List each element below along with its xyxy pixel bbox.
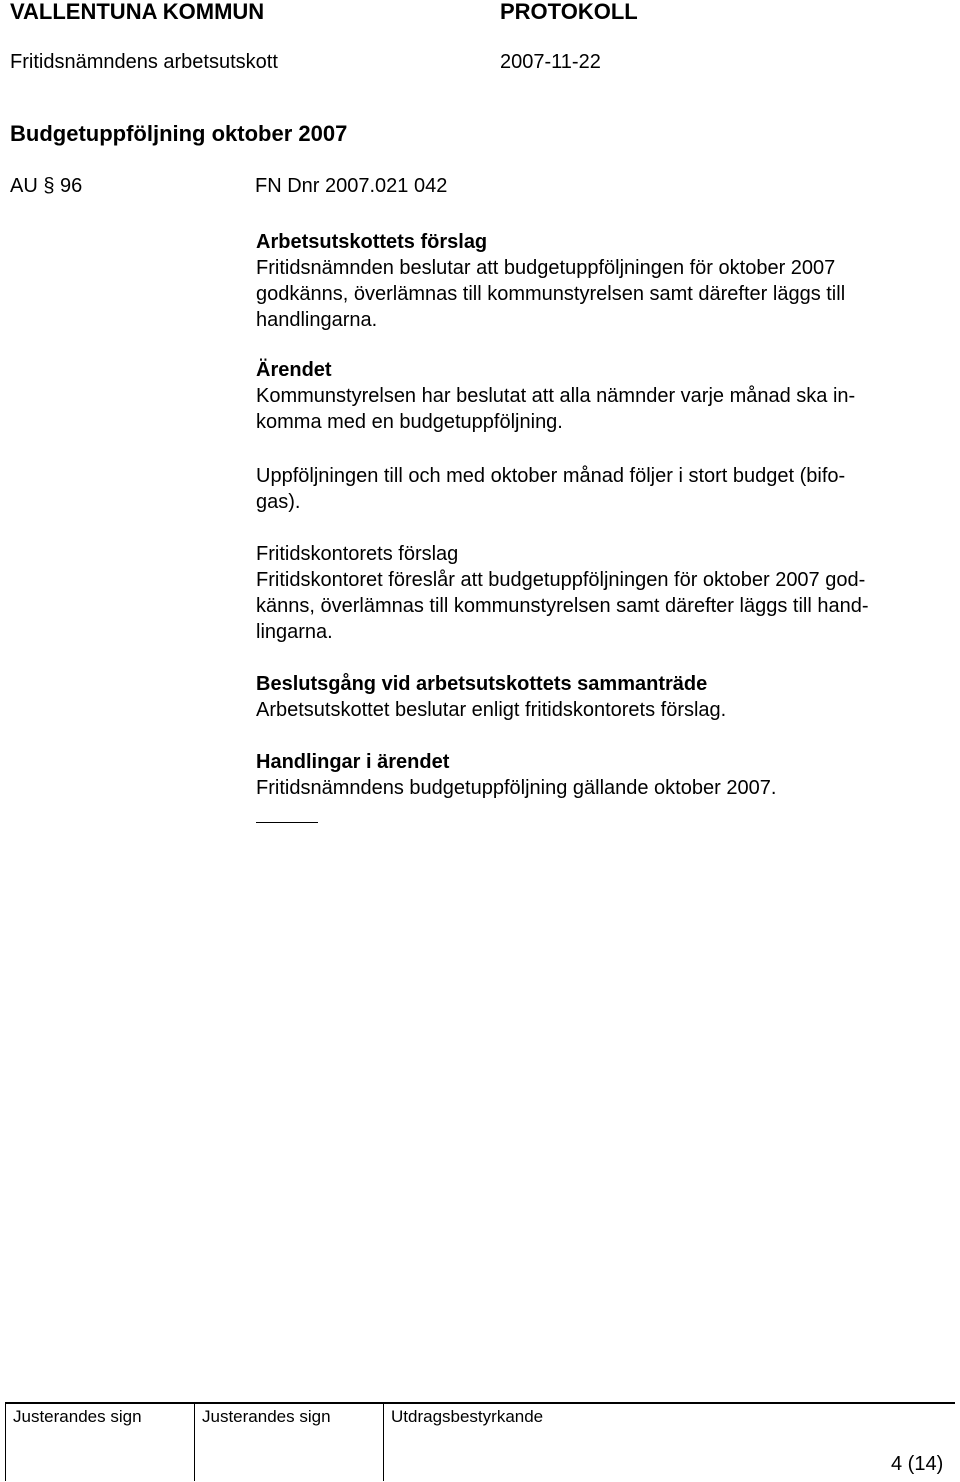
committee-name: Fritidsnämndens arbetsutskott: [10, 51, 278, 73]
proposal-line: Fritidsnämnden beslutar att budgetuppföljningen för oktober 2007: [256, 257, 836, 279]
document-title: Budgetuppföljning oktober 2007: [10, 121, 348, 146]
decision-heading: Beslutsgång vid arbetsutskottets sammanträde: [256, 673, 708, 695]
organization-name: VALLENTUNA KOMMUN: [10, 0, 265, 24]
decision-section: [256, 671, 956, 723]
end-rule: [256, 822, 318, 823]
proposal-line: handlingarna.: [256, 309, 378, 331]
certification-label: Utdragsbestyrkande: [391, 1407, 544, 1426]
followup-line: gas).: [256, 491, 301, 513]
signature-label: Justerandes sign: [202, 1407, 331, 1426]
certification-cell: [383, 1404, 956, 1481]
followup-line: Uppföljningen till och med oktober månad följer i stort budget (bifo-: [256, 465, 846, 487]
proposal-line: godkänns, överlämnas till kommunstyrelsen samt därefter läggs till: [256, 283, 846, 305]
matter-line: Kommunstyrelsen har beslutat att alla nämnder varje månad ska in-: [256, 385, 856, 407]
office-proposal-section: [256, 541, 956, 645]
meeting-date: 2007-11-22: [500, 51, 601, 73]
page-number: 4 (14): [891, 1453, 944, 1475]
followup-section: [256, 463, 956, 515]
proposal-heading: Arbetsutskottets förslag: [256, 231, 488, 253]
signature-label: Justerandes sign: [13, 1407, 142, 1426]
signature-cell-2: [194, 1404, 384, 1481]
office-proposal-line: känns, överlämnas till kommunstyrelsen samt därefter läggs till hand-: [256, 595, 869, 617]
section-number: AU § 96: [10, 175, 83, 197]
documents-section: [256, 749, 956, 801]
office-proposal-line: Fritidskontoret föreslår att budgetuppföljningen för oktober 2007 god-: [256, 569, 866, 591]
matter-line: komma med en budgetuppföljning.: [256, 411, 563, 433]
matter-section: [256, 357, 956, 435]
office-proposal-heading: Fritidskontorets förslag: [256, 543, 459, 565]
decision-text: Arbetsutskottet beslutar enligt fritidskontorets förslag.: [256, 699, 727, 721]
documents-text: Fritidsnämndens budgetuppföljning gällande oktober 2007.: [256, 777, 777, 799]
proposal-section: [256, 229, 956, 333]
signature-cell-1: [5, 1404, 195, 1481]
reference-number: FN Dnr 2007.021 042: [255, 175, 448, 197]
matter-heading: Ärendet: [256, 359, 332, 381]
documents-heading: Handlingar i ärendet: [256, 751, 450, 773]
document-type: PROTOKOLL: [500, 0, 638, 24]
signature-table: [5, 1402, 955, 1481]
office-proposal-line: lingarna.: [256, 621, 333, 643]
